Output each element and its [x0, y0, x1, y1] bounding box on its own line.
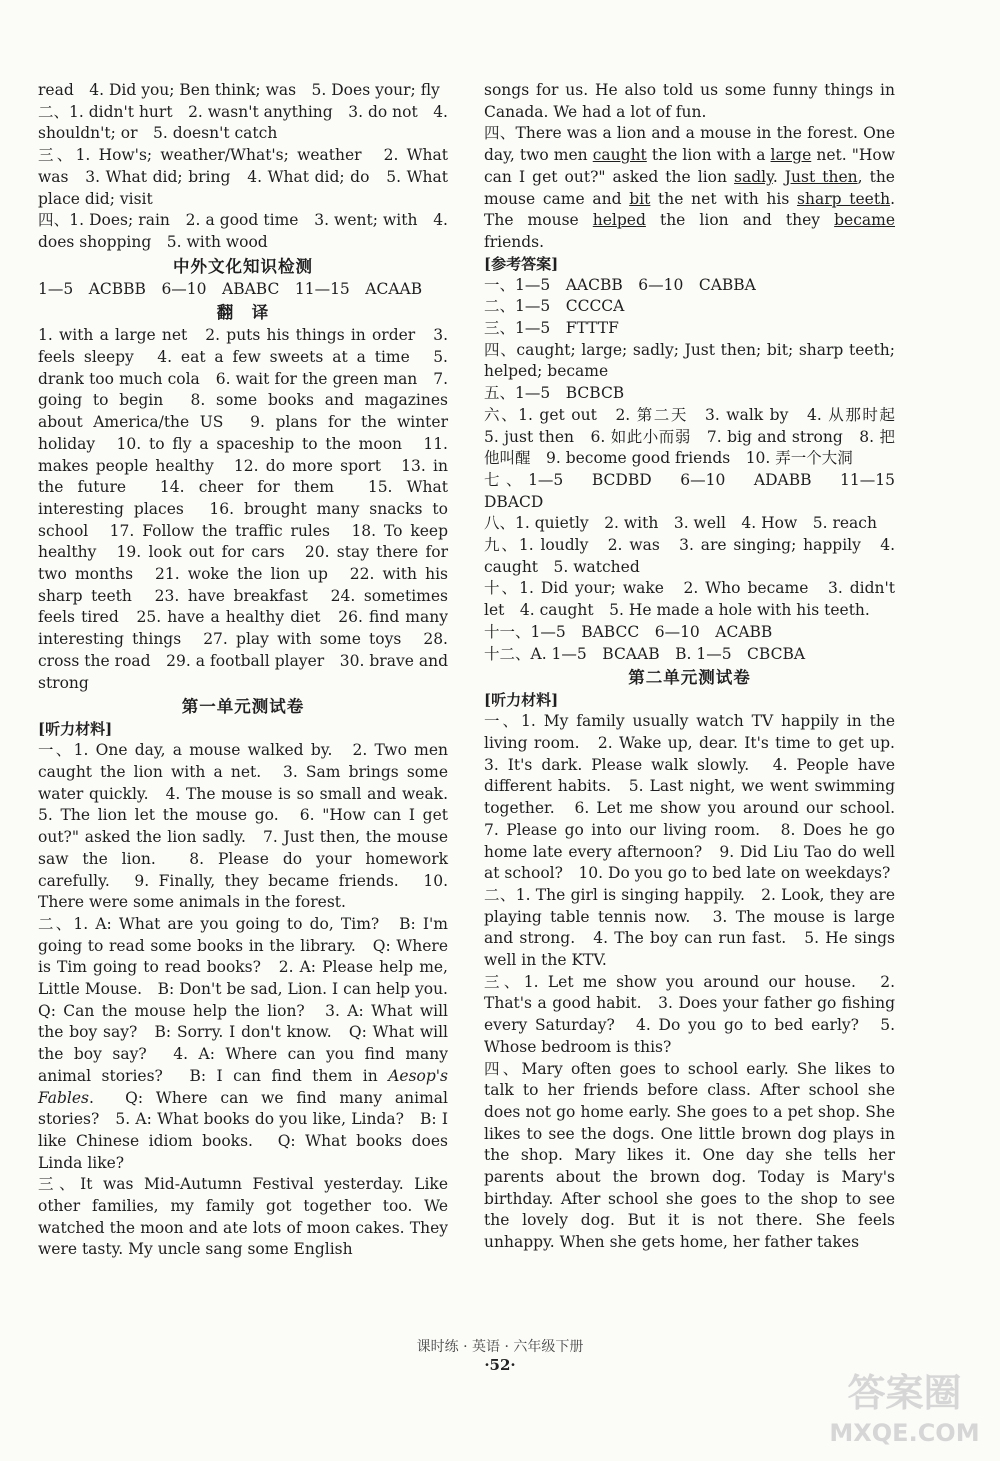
part4-text: 四、There was a lion and a mouse in the forest. One day, two men: [484, 124, 895, 165]
answer-line-4: 四、caught; large; sadly; Just then; bit; sharp teeth; helped; became: [484, 340, 895, 381]
part4-text: . The mouse: [484, 189, 895, 230]
underlined-word: became: [834, 211, 895, 230]
footer-book-title: 课时练 · 英语 · 六年级下册: [416, 1339, 584, 1355]
unit1-part4: [484, 123, 895, 253]
unit1-part2-text-b: . Q: Where can we find many animal stories? 5. A: What books do you like, Linda? B: I like Chinese idiom books. Q: What books does Linda like?: [38, 1088, 448, 1172]
unit2-part2: 二、1. The girl is singing happily. 2. Look, they are playing table tennis now. 3. The mouse is large and strong. 4. The boy can run fast. 5. He sings well in the KTV.: [484, 885, 895, 970]
watermark-logo: 答案圈: [847, 1371, 962, 1415]
unit2-part3: 三、1. Let me show you around our house. 2. That's a good habit. 3. Does your father go fishing every Saturday? 4. Do you go to bed early? 5. Whose bedroom is this?: [484, 972, 895, 1056]
watermark-url: MXQE.COM: [829, 1419, 980, 1447]
unit1-part2: [38, 914, 464, 1174]
answers-tag: [参考答案]: [484, 254, 559, 273]
intro-line-2: 二、1. didn't hurt 2. wasn't anything 3. do not 4. shouldn't; or 5. doesn't catch: [38, 102, 448, 143]
answer-line-2: 二、1—5 CCCCA: [484, 297, 625, 316]
intro-line-4: 四、1. Does; rain 2. a good time 3. went; with 4. does shopping 5. with wood: [38, 211, 448, 251]
answer-line-9: 九、1. loudly 2. was 3. are singing; happily 4. caught 5. watched: [484, 536, 895, 576]
underlined-word: sharp teeth: [797, 189, 891, 208]
answer-line-11: 十一、1—5 BABCC 6—10 ACABB: [484, 622, 773, 641]
answer-line-8: 八、1. quietly 2. with 3. well 4. How 5. reach: [484, 514, 877, 533]
part4-text: the net with his: [650, 189, 798, 208]
underlined-word: Just then: [784, 167, 858, 186]
answer-line-6: 六、1. get out 2. 第二天 3. walk by 4. 从那时起 5. just then 6. 如此小而弱 7. big and strong 8. 把他叫醒 9. become good friends 10. 弄一个大洞: [484, 405, 911, 468]
unit2-heading: 第二单元测试卷: [628, 668, 751, 688]
answer-line-7: 七、1—5 BCDBD 6—10 ADABB 11—15 DBACD: [484, 470, 911, 511]
right-column: [484, 80, 911, 1254]
culture-heading: 中外文化知识检测: [173, 256, 313, 276]
left-column: [38, 80, 464, 1261]
translation-heading: 翻 译: [216, 303, 270, 323]
translation-answers: 1. with a large net 2. puts his things in order 3. feels sleepy 4. eat a few sweets at a time 5. drank too much cola 6. wait for the green man 7. going to begin 8. some books and magazines about America/the US 9. plans for the winter holiday 10. to fly a spaceship to the moon 11. makes people healthy 12. do more sport 13. in the future 14. cheer for them 15. What interesting places 16. brought many snacks to school 17. Follow the traffic rules 18. To keep healthy 19. look out for cars 20. stay there for two months 21. woke the lion up 22. with his sharp teeth 23. have breakfast 24. sometimes feels tired 25. have a healthy diet 26. find many interesting things 27. play with some toys 28. cross the road 29. a football player 30. brave and strong: [38, 326, 448, 692]
unit1-part3: 三、It was Mid-Autumn Festival yesterday. Like other families, my family got together too. We watched the moon and ate lots of moon cakes. They were tasty. My uncle sang some English: [38, 1175, 448, 1259]
intro-line-3: 三、1. How's; weather/What's; weather 2. What was 3. What did; bring 4. What did; do 5. What place did; visit: [38, 146, 464, 208]
answer-line-10: 十、1. Did your; wake 2. Who became 3. didn't let 4. caught 5. He made a hole with his teeth.: [484, 579, 895, 620]
part4-text: , the mouse came and: [484, 167, 895, 208]
listening-tag: [听力材料]: [484, 691, 559, 710]
part4-text: the lion with a: [646, 146, 771, 165]
underlined-word: caught: [592, 146, 647, 165]
unit2-part4: 四、Mary often goes to school early. She likes to talk to her friends before class. After school she does not go home early. She goes to a pet shop. She likes to see the dogs. One little brown dog plays in the shop. Mary likes it. One day she tells her parents about the brown dog. Today is Mary's birthday. After school she goes to the shop to see the lovely dog. But it is not there. She feels unhappy. When she gets home, her father takes: [484, 1059, 895, 1252]
site-watermark: [817, 1367, 992, 1457]
culture-answers: 1—5 ACBBB 6—10 ABABC 11—15 ACAAB: [38, 279, 423, 298]
unit1-part1: 一、1. One day, a mouse walked by. 2. Two men caught the lion with a net. 3. Sam brings some water quickly. 4. The mouse is so small and weak. 5. The lion let the mouse go. 6. "How can I get out?" asked the lion sadly. 7. Just then, the mouse saw the lion. 8. Please do your homework carefully. 9. Finally, they became friends. 10. There were some animals in the forest.: [38, 741, 464, 912]
underlined-word: bit: [629, 189, 651, 208]
part4-text: .: [772, 167, 785, 186]
page-number: ·52·: [484, 1356, 516, 1374]
intro-line-1: read 4. Did you; Ben think; was 5. Does your; fly: [38, 81, 440, 99]
part4-text: friends.: [484, 232, 545, 251]
unit2-part1: 一、1. My family usually watch TV happily in the living room. 2. Wake up, dear. It's time to get up. 3. It's dark. Please walk slowly. 4. People have different habits. 5. Last night, we went swimming together. 6. Let me show you around our school. 7. Please go into our living room. 8. Does he go home late every afternoon? 9. Did Liu Tao do well at school? 10. Do you go to bed late on weekdays?: [484, 712, 911, 883]
answer-line-5: 五、1—5 BCBCB: [484, 384, 625, 403]
answer-line-12: 十二、A. 1—5 BCAAB B. 1—5 CBCBA: [484, 644, 806, 663]
underlined-word: large: [770, 146, 812, 165]
book-title-italic: Aesop's Fables: [38, 1066, 448, 1107]
answer-line-1: 一、1—5 AACBB 6—10 CABBA: [484, 275, 756, 294]
underlined-word: helped: [592, 211, 646, 230]
part3-continuation: songs for us. He also told us some funny things in Canada. We had a lot of fun.: [484, 81, 895, 121]
unit1-heading: 第一单元测试卷: [181, 697, 305, 717]
underlined-word: sadly: [734, 167, 773, 186]
part4-text: the lion and they: [645, 211, 835, 230]
unit1-part2-text-a: 二、1. A: What are you going to do, Tim? B: I'm going to read some books in the library. Q: Where is Tim going to read books? 2. A: Please help me, Little Mouse. B: Don't be sad, Lion. I can help you. Q: Can the mouse help the lion? 3. A: What will the boy say? B: Sorry. I don't know. Q: What will the boy say? 4. A: Where can you find many animal stories? B: I can find them in: [38, 914, 464, 1085]
part4-text: net. "How can I get out?" asked the lion: [484, 146, 895, 186]
answer-line-3: 三、1—5 FTTTF: [484, 319, 619, 338]
listening-tag: [听力材料]: [38, 720, 113, 739]
